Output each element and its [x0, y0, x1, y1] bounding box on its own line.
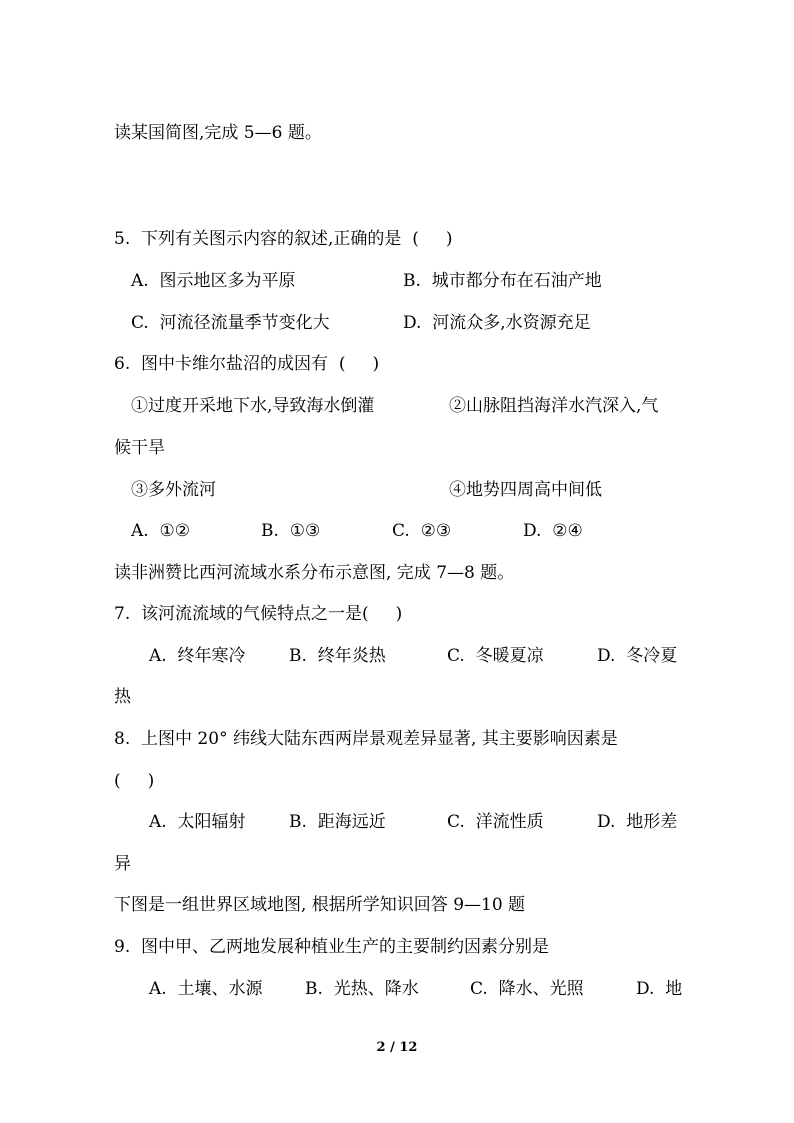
question-8-option-b: B. 距海远近 — [289, 812, 386, 832]
question-8-stem: 8. 上图中 20° 纬线大陆东西两岸景观差异显著, 其主要影响因素是 — [114, 729, 618, 749]
question-6-item-4: ④地势四周高中间低 — [449, 480, 602, 500]
question-5-option-a: A. 图示地区多为平原 — [131, 271, 296, 291]
question-6-item-2-continued: 候干旱 — [114, 438, 165, 458]
question-9-option-b: B. 光热、降水 — [305, 979, 419, 999]
question-6-item-2: ②山脉阻挡海洋水汽深入,气 — [449, 396, 659, 416]
question-5-option-d: D. 河流众多,水资源充足 — [403, 313, 591, 333]
question-9-stem: 9. 图中甲、乙两地发展种植业生产的主要制约因素分别是 — [114, 937, 550, 957]
question-7-stem: 7. 该河流流域的气候特点之一是( ) — [114, 604, 403, 624]
intro-7-8: 读非洲赞比西河流域水系分布示意图, 完成 7—8 题。 — [114, 563, 515, 583]
question-6-item-3: ③多外流河 — [131, 480, 216, 500]
question-6-option-a: A. ①② — [131, 521, 190, 541]
question-8-option-d-continued: 异 — [114, 854, 131, 874]
question-8-option-d: D. 地形差 — [597, 812, 678, 832]
question-7-option-c: C. 冬暖夏凉 — [447, 646, 544, 666]
question-6-option-b: B. ①③ — [261, 521, 321, 541]
question-8-stem-continued: ( ) — [114, 771, 155, 791]
question-6-option-c: C. ②③ — [392, 521, 452, 541]
question-7-option-a: A. 终年寒冷 — [149, 646, 246, 666]
question-7-option-d: D. 冬冷夏 — [597, 646, 678, 666]
question-5-option-c: C. 河流径流量季节变化大 — [131, 313, 330, 333]
question-7-option-d-continued: 热 — [114, 687, 131, 707]
question-6-stem: 6. 图中卡维尔盐沼的成因有 ( ) — [114, 354, 380, 374]
intro-5-6: 读某国简图,完成 5—6 题。 — [114, 123, 322, 143]
question-8-option-a: A. 太阳辐射 — [149, 812, 246, 832]
question-8-option-c: C. 洋流性质 — [447, 812, 544, 832]
question-5-option-b: B. 城市都分布在石油产地 — [403, 271, 602, 291]
question-9-option-a: A. 土壤、水源 — [149, 979, 263, 999]
intro-9-10: 下图是一组世界区域地图, 根据所学知识回答 9—10 题 — [114, 895, 526, 915]
question-6-item-1: ①过度开采地下水,导致海水倒灌 — [131, 396, 375, 416]
question-9-option-d: D. 地 — [636, 979, 683, 999]
question-7-option-b: B. 终年炎热 — [289, 646, 386, 666]
question-5-stem: 5. 下列有关图示内容的叙述,正确的是 ( ) — [114, 229, 453, 249]
question-9-option-c: C. 降水、光照 — [470, 979, 584, 999]
page-number: 2 / 12 — [376, 1040, 418, 1055]
question-6-option-d: D. ②④ — [523, 521, 583, 541]
